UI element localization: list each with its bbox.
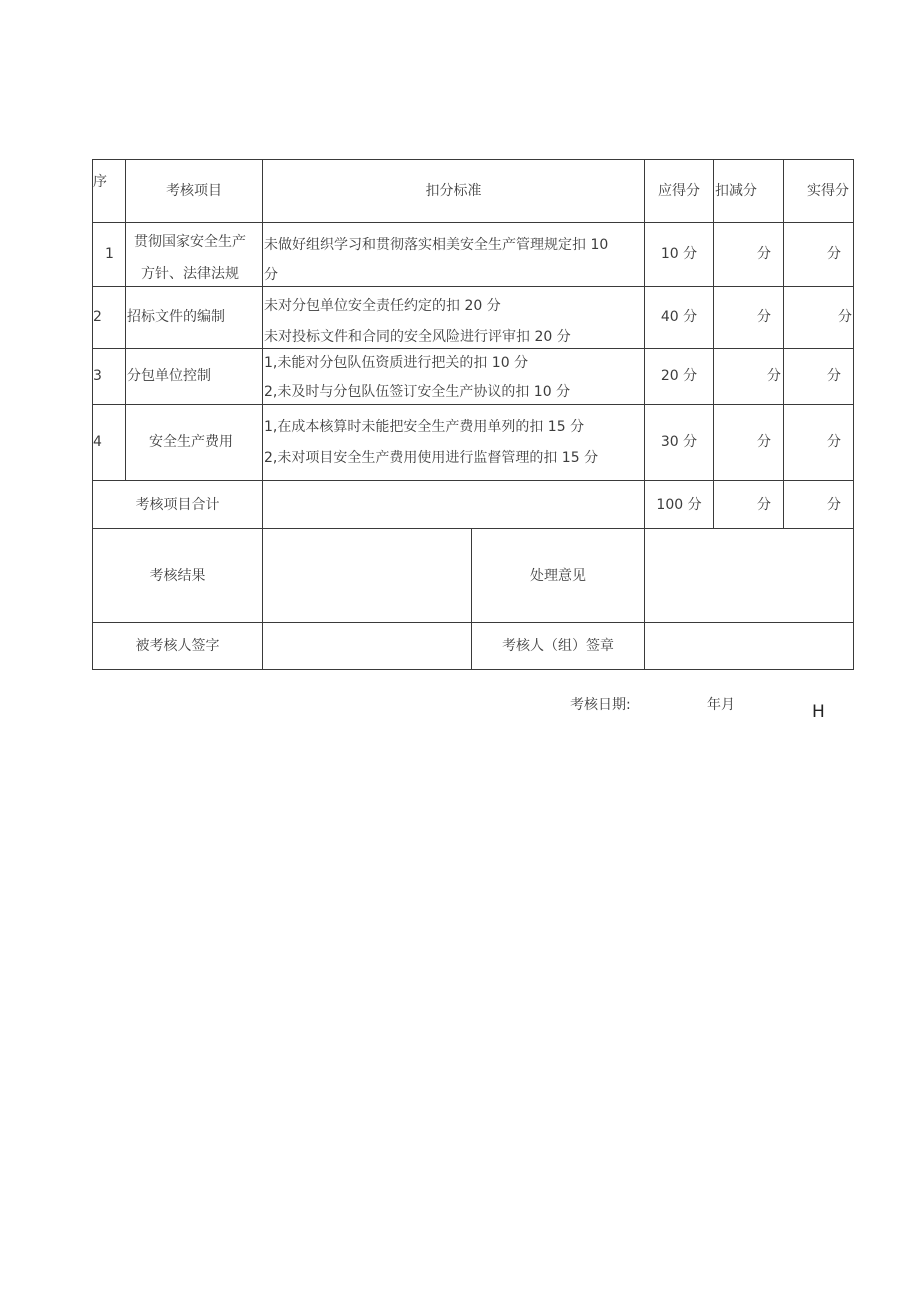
row-standard-cont: 2,未及时与分包队伍签订安全生产协议的扣 10 分 — [264, 384, 571, 400]
row-standard: 未对分包单位安全责任约定的扣 20 分 — [264, 298, 501, 314]
row-deduct: 分 — [757, 246, 771, 262]
row-deduct: 分 — [767, 368, 781, 384]
row-divider — [92, 286, 854, 287]
total-actual: 分 — [827, 497, 841, 513]
row-due-score: 40 分 — [660, 309, 698, 325]
row-item: 招标文件的编制 — [127, 309, 225, 325]
row-standard-cont: 2,未对项目安全生产费用使用进行监督管理的扣 15 分 — [264, 450, 599, 466]
row-item-cont: 方针、法律法规 — [141, 266, 239, 282]
col-divider — [713, 159, 714, 529]
row-number: 4 — [93, 434, 102, 450]
opinion-label: 处理意见 — [530, 568, 586, 584]
row-deduct: 分 — [757, 309, 771, 325]
row-item: 安全生产费用 — [149, 434, 233, 450]
table-border-right — [853, 159, 854, 670]
header-due-score: 应得分 — [658, 183, 700, 199]
row-deduct: 分 — [757, 434, 771, 450]
total-deduct: 分 — [757, 497, 771, 513]
row-number: 3 — [93, 368, 102, 384]
row-divider — [92, 222, 854, 223]
row-actual: 分 — [827, 434, 841, 450]
row-divider — [92, 348, 854, 349]
col-divider — [783, 159, 784, 529]
row-divider — [92, 404, 854, 405]
row-number: 1 — [105, 246, 114, 262]
examinee-signature-label: 被考核人签字 — [135, 638, 220, 654]
row-due-score: 20 分 — [660, 368, 698, 384]
header-deduct: 扣减分 — [715, 183, 757, 199]
total-label: 考核项目合计 — [135, 497, 220, 513]
row-actual: 分 — [827, 368, 841, 384]
examiner-seal-label: 考核人（组）签章 — [502, 638, 614, 654]
total-due-score: 100 分 — [656, 497, 702, 513]
row-actual: 分 — [827, 246, 841, 262]
row-actual: 分 — [838, 309, 852, 325]
date-label: 考核日期: — [570, 697, 631, 713]
row-standard-cont: 分 — [264, 267, 278, 283]
row-due-score: 10 分 — [660, 246, 698, 262]
table-border-left — [92, 159, 93, 670]
header-actual: 实得分 — [807, 183, 849, 199]
result-field[interactable] — [263, 529, 471, 622]
row-standard: 未做好组织学习和贯彻落实相美安全生产管理规定扣 10 — [264, 237, 609, 253]
row-item: 贯彻国家安全生产 — [134, 234, 246, 250]
row-standard: 1,未能对分包队伍资质进行把关的扣 10 分 — [264, 355, 529, 371]
header-standard: 扣分标准 — [425, 183, 482, 199]
col-divider — [125, 159, 126, 481]
examinee-signature-field[interactable] — [263, 623, 471, 669]
examiner-seal-field[interactable] — [645, 623, 853, 669]
row-divider — [92, 480, 854, 481]
row-standard-cont: 未对投标文件和合同的安全风险进行评审扣 20 分 — [264, 329, 571, 345]
header-seq: 序 — [93, 174, 107, 190]
row-item: 分包单位控制 — [127, 368, 211, 384]
date-day: H — [812, 702, 825, 722]
result-label: 考核结果 — [149, 568, 206, 584]
table-border-bottom — [92, 669, 854, 670]
date-year-month: 年月 — [707, 697, 735, 713]
row-number: 2 — [93, 309, 102, 325]
row-standard: 1,在成本核算时未能把安全生产费用单列的扣 15 分 — [264, 419, 585, 435]
header-item: 考核项目 — [166, 183, 222, 199]
row-due-score: 30 分 — [660, 434, 698, 450]
table-border-top — [92, 159, 854, 160]
opinion-field[interactable] — [645, 529, 853, 622]
